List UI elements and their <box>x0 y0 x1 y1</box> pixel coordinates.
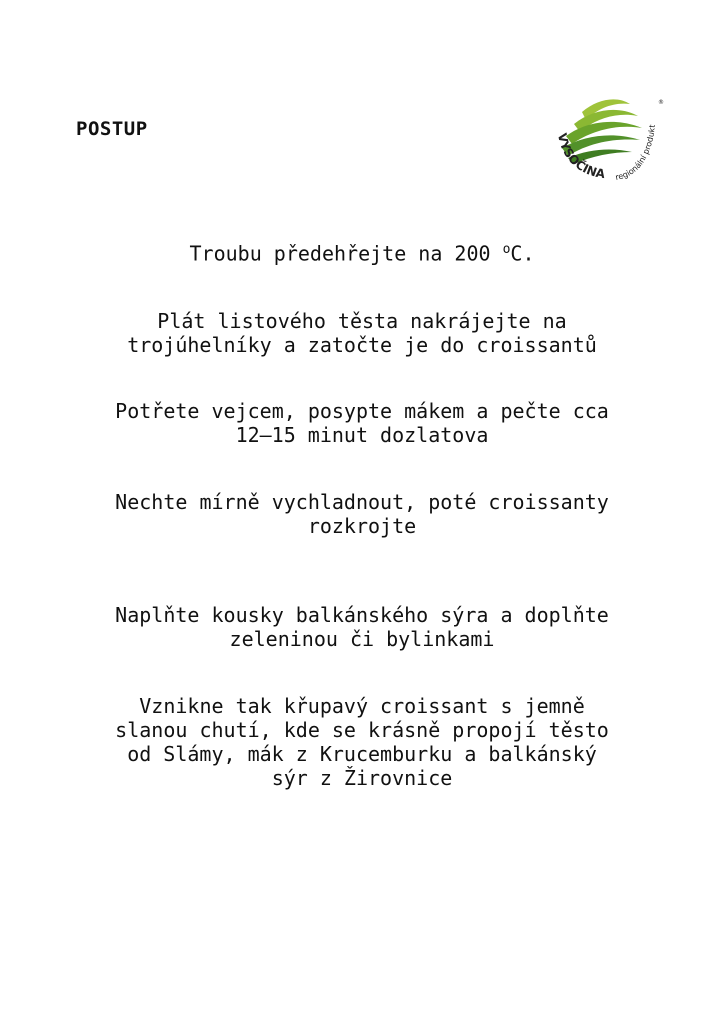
step-4: Nechte mírně vychladnout, poté croissanty rozkrojte <box>115 490 609 538</box>
logo-tagline-textpath: regionální produkt <box>614 124 657 182</box>
registered-mark: ® <box>658 99 664 106</box>
degree-mark: o <box>502 242 511 257</box>
page-heading: POSTUP <box>76 118 148 140</box>
logo-brand-textpath: VYSOČINA <box>554 131 607 182</box>
step-1-unit: C. <box>510 241 535 266</box>
procedure-steps <box>40 0 684 1024</box>
step-3: Potřete vejcem, posypte mákem a pečte cca 12–15 minut dozlatova <box>115 399 609 447</box>
step-1 <box>40 238 684 266</box>
step-2: Plát listového těsta nakrájejte na trojúhelníky a zatočte je do croissantů <box>127 309 597 357</box>
step-6: Vznikne tak křupavý croissant s jemně slanou chutí, kde se krásně propojí těsto od Slámy, mák z Krucemburku a balkánský sýr z Žirovnice <box>115 694 609 790</box>
step-1-text: Troubu předehřejte na 200 <box>189 241 503 266</box>
step-5: Naplňte kousky balkánského sýra a doplňte zeleninou či bylinkami <box>115 603 609 651</box>
